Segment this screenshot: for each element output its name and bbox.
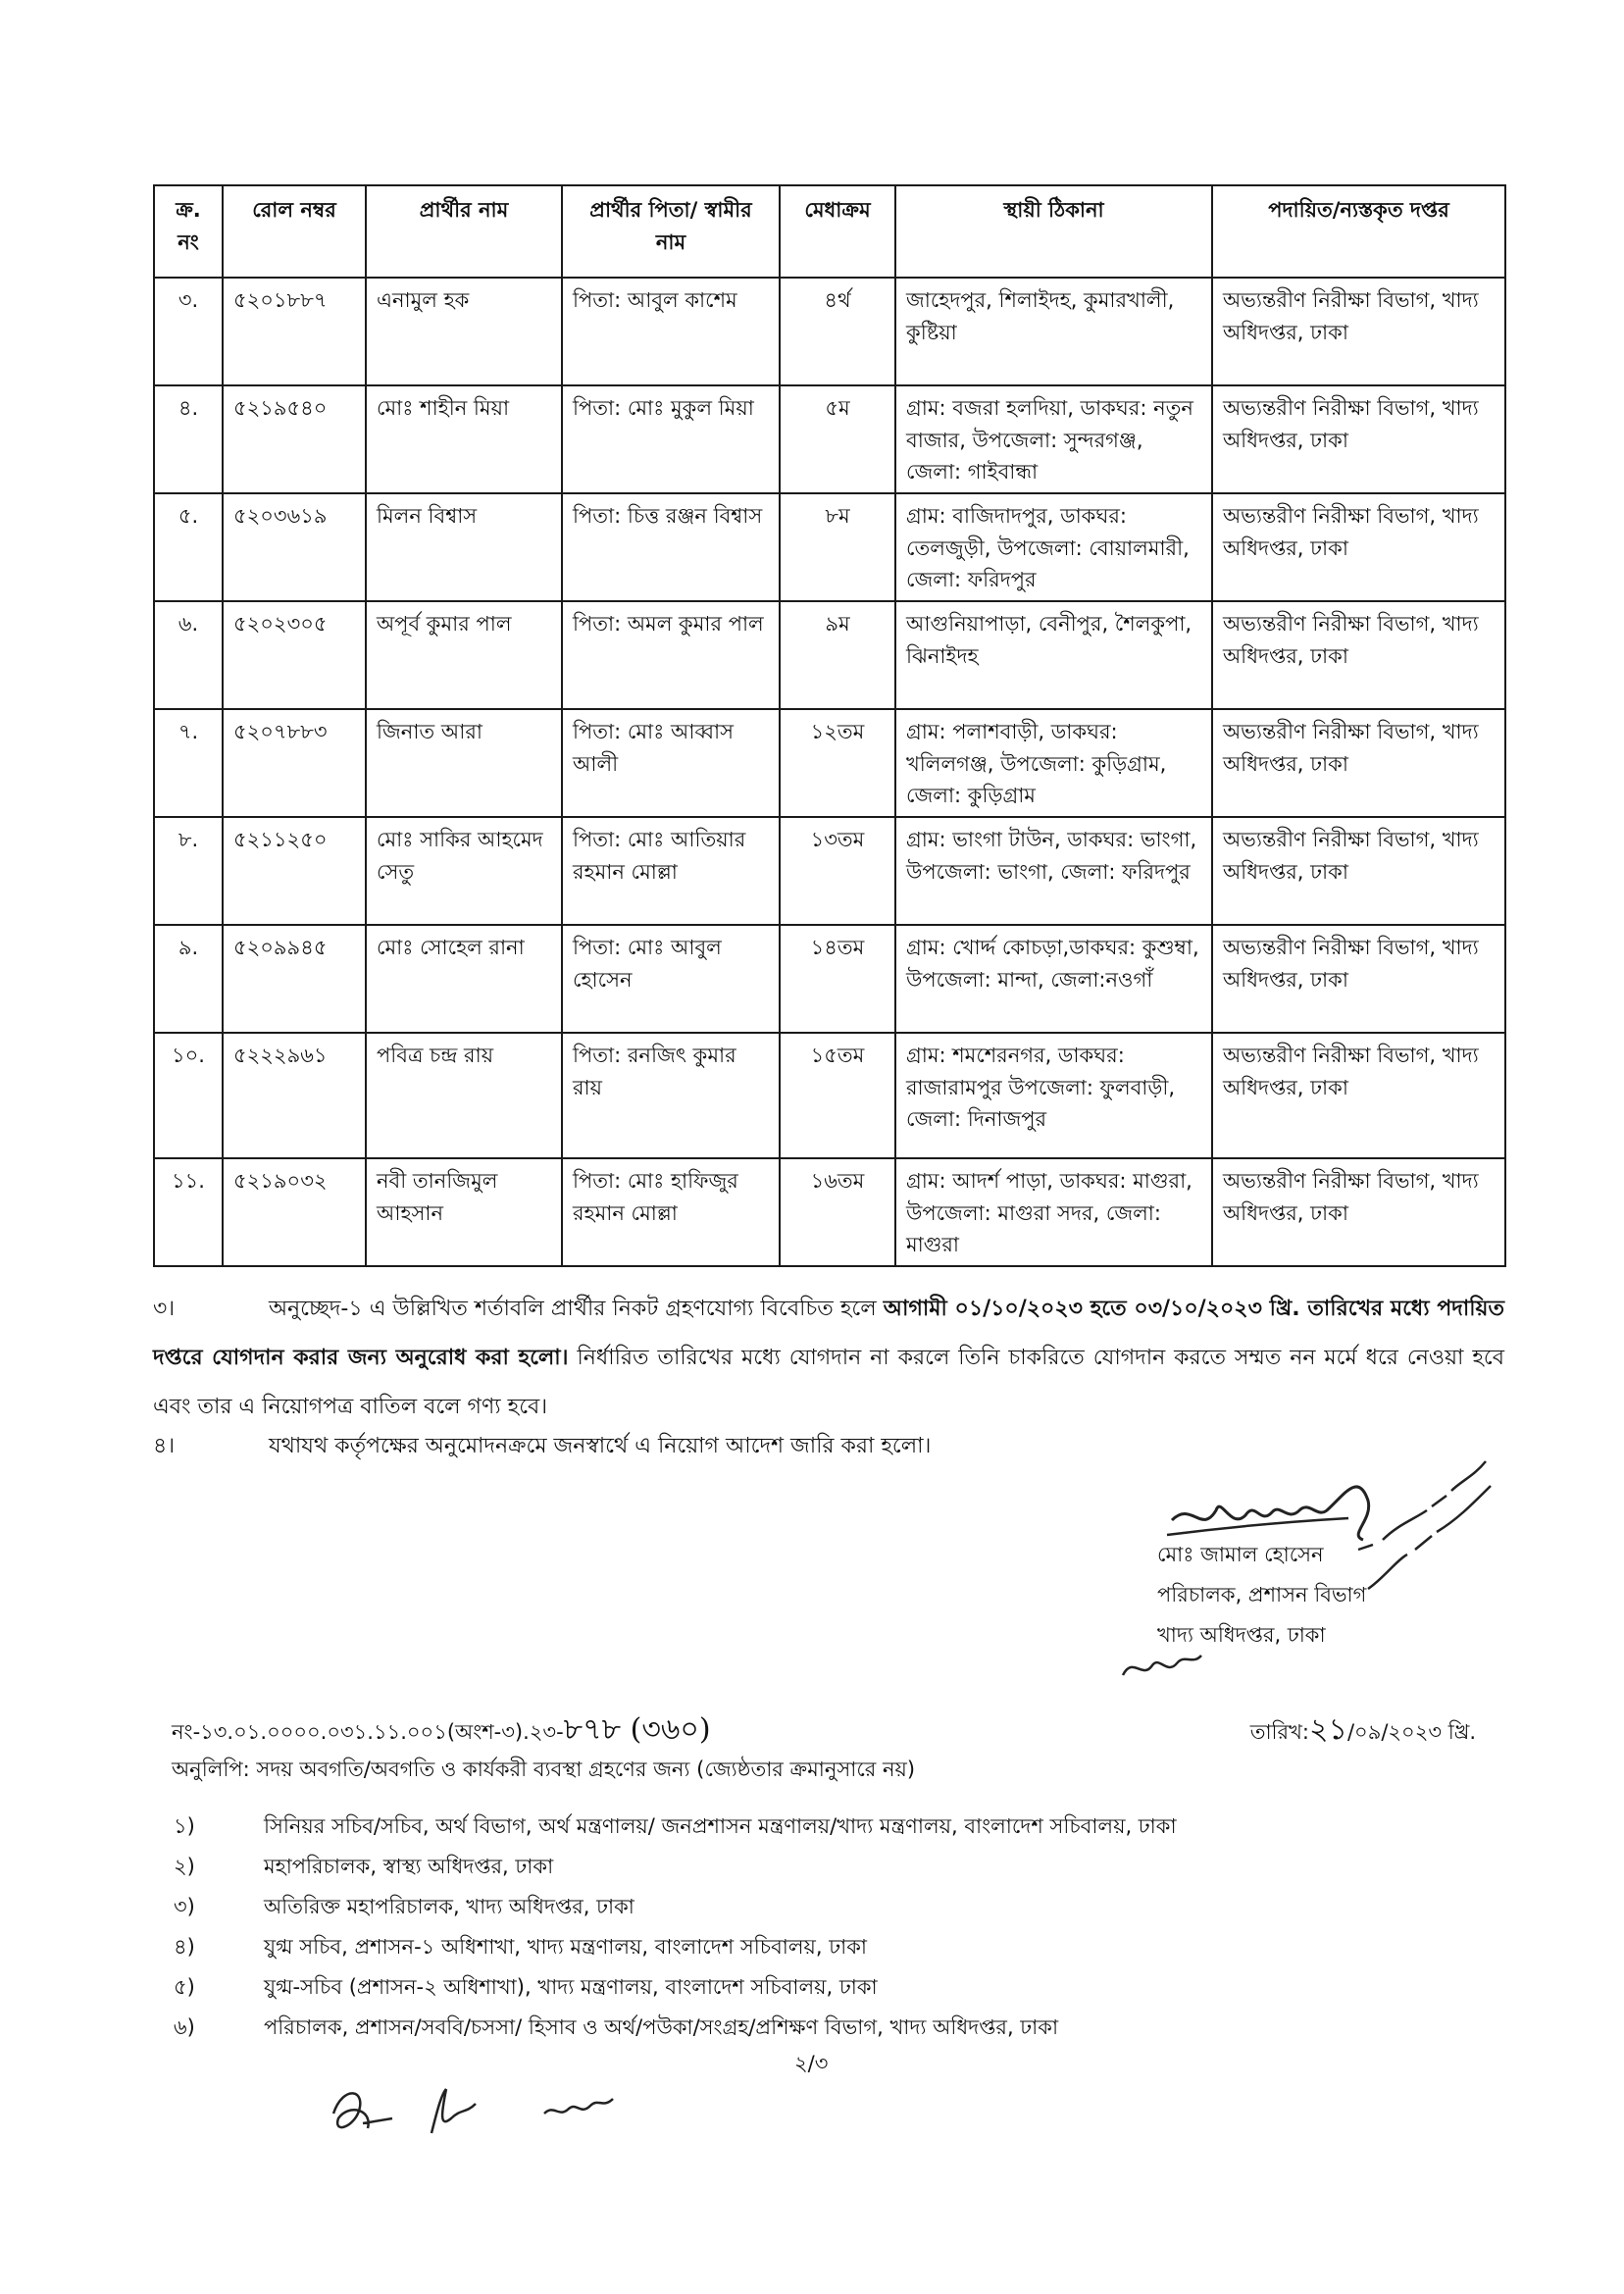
cell-merit: ৪র্থ [780,278,895,385]
cell-serial: ১১. [154,1158,223,1266]
date-rest: /০৯/২০২৩ খ্রি. [1346,1720,1476,1744]
cell-roll: ৫২০২৩০৫ [223,601,366,709]
cell-merit: ৮ম [780,493,895,601]
cell-parent: পিতা: মোঃ আতিয়ার রহমান মোল্লা [562,817,780,925]
cell-address: আগুনিয়াপাড়া, বেনীপুর, শৈলকুপা, ঝিনাইদহ [895,601,1212,709]
cell-merit: ৯ম [780,601,895,709]
paragraph-number: ৩। [153,1297,176,1321]
table-row [154,385,1505,493]
list-index: ৪) [174,1935,195,1959]
cell-serial: ৭. [154,709,223,817]
cell-address: গ্রাম: পলাশবাড়ী, ডাকঘর: খলিলগঞ্জ, উপজেলা: কুড়িগ্রাম, জেলা: কুড়িগ্রাম [895,709,1212,817]
cell-address: গ্রাম: শমশেরনগর, ডাকঘর: রাজারামপুর উপজেলা: ফুলবাড়ী, জেলা: দিনাজপুর [895,1033,1212,1158]
memo-number-handwritten: ৮৭৮ (৩৬০) [563,1712,711,1747]
cell-merit: ১২তম [780,709,895,817]
list-item [172,1970,1476,2011]
cell-roll: ৫২০১৮৮৭ [223,278,366,385]
paragraph-bold-text: আগামী ০১/১০/২০২৩ হতে ০৩/১০/২০২৩ খ্রি. তারিখের মধ্যে পদায়িত দপ্তরে যোগদান করার জন্য অনুরোধ করা হলো। [153,1297,1505,1370]
cell-name: নবী তানজিমুল আহসান [366,1158,562,1266]
cell-roll: ৫২১৯৫৪০ [223,385,366,493]
list-item [172,1850,1476,1890]
initials-graphic [1118,1646,1206,1685]
date-label: তারিখ: [1249,1720,1309,1744]
list-item [172,2011,1476,2051]
cell-merit: ৫ম [780,385,895,493]
signatory-designation: পরিচালক, প্রশাসন বিভাগ [1157,1583,1367,1606]
list-text: অতিরিক্ত মহাপরিচালক, খাদ্য অধিদপ্তর, ঢাকা [264,1895,634,1918]
cell-name: মোঃ শাহীন মিয়া [366,385,562,493]
memo-date [1250,1711,1476,1751]
cell-roll: ৫২১১২৫০ [223,817,366,925]
cell-merit: ১৬তম [780,1158,895,1266]
list-text: মহাপরিচালক, স্বাস্থ্য অধিদপ্তর, ঢাকা [264,1855,554,1878]
copy-heading: অনুলিপি: সদয় অবগতি/অবগতি ও কার্যকরী ব্যবস্থা গ্রহণের জন্য (জ্যেষ্ঠতার ক্রমানুসারে নয়) [172,1758,916,1781]
cell-parent: পিতা: রনজিৎ কুমার রায় [562,1033,780,1158]
cell-office: অভ্যন্তরীণ নিরীক্ষা বিভাগ, খাদ্য অধিদপ্তর, ঢাকা [1212,817,1505,925]
table-header-row [154,185,1505,278]
cell-office: অভ্যন্তরীণ নিরীক্ষা বিভাগ, খাদ্য অধিদপ্তর, ঢাকা [1212,278,1505,385]
bottom-initials-graphic [314,2074,647,2153]
cell-office: অভ্যন্তরীণ নিরীক্ষা বিভাগ, খাদ্য অধিদপ্তর, ঢাকা [1212,925,1505,1033]
cell-office: অভ্যন্তরীণ নিরীক্ষা বিভাগ, খাদ্য অধিদপ্তর, ঢাকা [1212,1158,1505,1266]
cell-serial: ৪. [154,385,223,493]
list-index: ১) [174,1814,195,1838]
paragraph-3 [153,1285,1504,1432]
cell-merit: ১৩তম [780,817,895,925]
cell-name: মোঃ সোহেল রানা [366,925,562,1033]
paragraph-text: নির্ধারিত তারিখের মধ্যে যোগদান না করলে তিনি চাকরিতে যোগদান করতে সম্মত নন মর্মে ধরে নেওয়া হবে এবং তার এ নিয়োগপত্র বাতিল বলে গণ্য হবে। [153,1346,1504,1419]
cell-address: গ্রাম: আদর্শ পাড়া, ডাকঘর: মাগুরা, উপজেলা: মাগুরা সদর, জেলা: মাগুরা [895,1158,1212,1266]
list-index: ৫) [174,1975,195,1999]
cell-serial: ৩. [154,278,223,385]
cell-parent: পিতা: মোঃ আব্বাস আলী [562,709,780,817]
table-row [154,601,1505,709]
header-address: স্থায়ী ঠিকানা [895,185,1212,278]
header-roll: রোল নম্বর [223,185,366,278]
cell-merit: ১৪তম [780,925,895,1033]
list-item [172,1930,1476,1970]
header-merit: মেধাক্রম [780,185,895,278]
header-serial: ক্র. নং [154,185,223,278]
table-row [154,817,1505,925]
cell-roll: ৫২০৯৯৪৫ [223,925,366,1033]
cell-roll: ৫২১৯০৩২ [223,1158,366,1266]
cell-roll: ৫২০৭৮৮৩ [223,709,366,817]
table-row [154,493,1505,601]
list-item [172,1810,1476,1850]
page-number: ২/৩ [794,2052,829,2075]
cell-parent: পিতা: অমল কুমার পাল [562,601,780,709]
list-text: যুগ্ম-সচিব (প্রশাসন-২ অধিশাখা), খাদ্য মন্ত্রণালয়, বাংলাদেশ সচিবালয়, ঢাকা [264,1975,878,1999]
list-text: যুগ্ম সচিব, প্রশাসন-১ অধিশাখা, খাদ্য মন্ত্রণালয়, বাংলাদেশ সচিবালয়, ঢাকা [264,1935,867,1959]
cell-name: মিলন বিশ্বাস [366,493,562,601]
cell-serial: ১০. [154,1033,223,1158]
paragraph-text: যথাযথ কর্তৃপক্ষের অনুমোদনক্রমে জনস্বার্থে এ নিয়োগ আদেশ জারি করা হলো। [269,1434,932,1458]
list-index: ৬) [174,2015,195,2039]
list-text: পরিচালক, প্রশাসন/সববি/চসসা/ হিসাব ও অর্থ/পউকা/সংগ্রহ/প্রশিক্ষণ বিভাগ, খাদ্য অধিদপ্তর, ঢাকা [264,2015,1059,2039]
cell-address: গ্রাম: খোর্দ্দ কোচড়া,ডাকঘর: কুশুম্বা, উপজেলা: মান্দা, জেলা:নওগাঁ [895,925,1212,1033]
list-index: ৩) [174,1895,195,1918]
header-parent: প্রার্থীর পিতা/ স্বামীর নাম [562,185,780,278]
cell-parent: পিতা: আবুল কাশেম [562,278,780,385]
cell-name: পবিত্র চন্দ্র রায় [366,1033,562,1158]
cell-roll: ৫২২২৯৬১ [223,1033,366,1158]
cell-name: অপূর্ব কুমার পাল [366,601,562,709]
cell-parent: পিতা: মোঃ আবুল হোসেন [562,925,780,1033]
cell-office: অভ্যন্তরীণ নিরীক্ষা বিভাগ, খাদ্য অধিদপ্তর, ঢাকা [1212,601,1505,709]
list-index: ২) [174,1855,195,1878]
table-row [154,278,1505,385]
cell-address: গ্রাম: বাজিদাদপুর, ডাকঘর: তেলজুড়ী, উপজেলা: বোয়ালমারী, জেলা: ফরিদপুর [895,493,1212,601]
signatory-office: খাদ্য অধিদপ্তর, ঢাকা [1157,1623,1326,1647]
cell-name: মোঃ সাকির আহমেদ সেতু [366,817,562,925]
cell-roll: ৫২০৩৬১৯ [223,493,366,601]
cell-office: অভ্যন্তরীণ নিরীক্ষা বিভাগ, খাদ্য অধিদপ্তর, ঢাকা [1212,1033,1505,1158]
cell-serial: ৮. [154,817,223,925]
copy-list [172,1810,1476,2051]
cell-address: গ্রাম: বজরা হলদিয়া, ডাকঘর: নতুন বাজার, উপজেলা: সুন্দরগঞ্জ, জেলা: গাইবান্ধা [895,385,1212,493]
list-text: সিনিয়র সচিব/সচিব, অর্থ বিভাগ, অর্থ মন্ত্রণালয়/ জনপ্রশাসন মন্ত্রণালয়/খাদ্য মন্ত্রণালয়, বাংলাদেশ সচিবালয়, ঢাকা [264,1814,1177,1838]
cell-serial: ৯. [154,925,223,1033]
table-row [154,709,1505,817]
cell-serial: ৬. [154,601,223,709]
signatory-block [1157,1535,1451,1656]
table-row [154,925,1505,1033]
table-row [154,1033,1505,1158]
cell-parent: পিতা: মোঃ মুকুল মিয়া [562,385,780,493]
paragraph-number: ৪। [153,1434,176,1458]
table-row [154,1158,1505,1266]
cell-office: অভ্যন্তরীণ নিরীক্ষা বিভাগ, খাদ্য অধিদপ্তর, ঢাকা [1212,493,1505,601]
cell-parent: পিতা: মোঃ হাফিজুর রহমান মোল্লা [562,1158,780,1266]
cell-name: জিনাত আরা [366,709,562,817]
cell-parent: পিতা: চিত্ত রঞ্জন বিশ্বাস [562,493,780,601]
memo-section [172,1711,1476,1788]
cell-address: জাহেদপুর, শিলাইদহ, কুমারখালী, কুষ্টিয়া [895,278,1212,385]
paragraph-text: অনুচ্ছেদ-১ এ উল্লিখিত শর্তাবলি প্রার্থীর নিকট গ্রহণযোগ্য বিবেচিত হলে [269,1297,884,1321]
header-name: প্রার্থীর নাম [366,185,562,278]
cell-merit: ১৫তম [780,1033,895,1158]
cell-serial: ৫. [154,493,223,601]
appointment-table [153,184,1506,1267]
cell-address: গ্রাম: ভাংগা টাউন, ডাকঘর: ভাংগা, উপজেলা: ভাংগা, জেলা: ফরিদপুর [895,817,1212,925]
header-office: পদায়িত/ন্যস্তকৃত দপ্তর [1212,185,1505,278]
date-day-handwritten: ২১ [1308,1712,1347,1747]
signatory-name: মোঃ জামাল হোসেন [1157,1543,1324,1566]
cell-name: এনামুল হক [366,278,562,385]
list-item [172,1890,1476,1930]
cell-office: অভ্যন্তরীণ নিরীক্ষা বিভাগ, খাদ্য অধিদপ্তর, ঢাকা [1212,385,1505,493]
cell-office: অভ্যন্তরীণ নিরীক্ষা বিভাগ, খাদ্য অধিদপ্তর, ঢাকা [1212,709,1505,817]
memo-number: নং-১৩.০১.০০০০.০৩১.১১.০০১(অংশ-৩).২৩- [172,1720,564,1744]
